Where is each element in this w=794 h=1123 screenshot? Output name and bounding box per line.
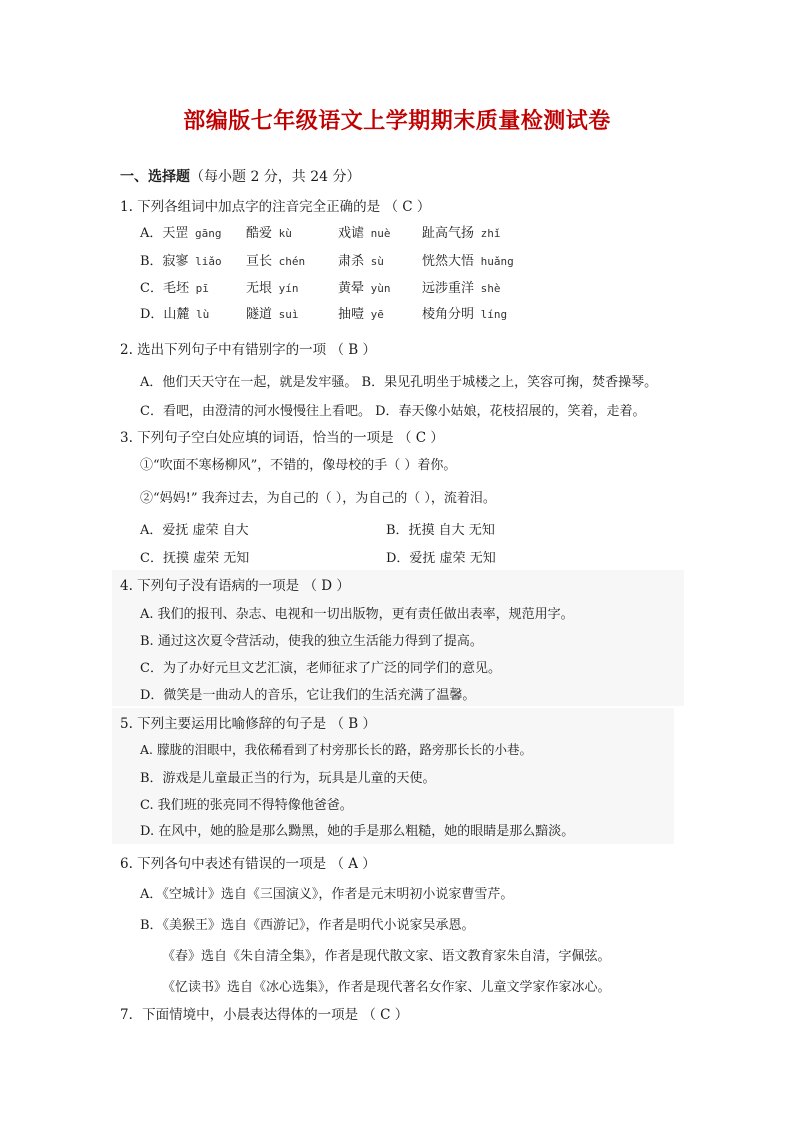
question-6-option-line: B．《美猴王》选自《西游记》，作者是明代小说家吴承恩。	[140, 918, 475, 933]
option-pinyin: yē	[364, 308, 384, 321]
question-6-option-line: 《春》选自《朱自清全集》，作者是现代散文家、语文教育家朱自清，字佩弦。	[162, 949, 611, 964]
option-word: 恍然大悟	[422, 254, 475, 269]
option-word: 隧道	[246, 307, 273, 322]
option-pinyin: huǎng	[474, 255, 514, 268]
question-5-option-line: A. 朦胧的泪眼中，我依稀看到了村旁那长长的路，路旁那长长的小巷。	[140, 742, 532, 757]
question-1-option-item	[422, 277, 501, 296]
question-3-sentence-1: ①“吹面不寒杨柳风”，不错的，像母校的手（ ）着你。	[140, 458, 457, 473]
option-word: C．毛坯	[140, 281, 189, 296]
option-word: 远涉重洋	[422, 281, 475, 296]
option-pinyin: lù	[189, 308, 210, 321]
question-1-stem: 1. 下列各组词中加点字的注音完全正确的是 （ C ）	[120, 199, 431, 215]
option-pinyin: pī	[188, 282, 209, 295]
question-4-stem: 4. 下列句子没有语病的一项是 （ D ）	[120, 578, 350, 594]
option-pinyin: gāng	[188, 227, 222, 240]
question-1-option-item	[246, 277, 299, 296]
option-pinyin: yùn	[364, 282, 391, 295]
option-word: 无垠	[246, 281, 273, 296]
question-1-option-item	[338, 250, 384, 269]
option-word: 亘长	[246, 254, 273, 269]
question-4-option-line: A. 我们的报刊、杂志、电视和一切出版物，更有责任做出表率，规范用字。	[140, 607, 574, 622]
option-pinyin: shè	[474, 282, 501, 295]
question-1-option-item	[422, 303, 507, 322]
question-1-option-item	[246, 303, 299, 322]
option-word: 肃杀	[338, 254, 365, 269]
question-1-option-item	[422, 222, 501, 241]
question-4-option-line: D．微笑是一曲动人的音乐，它让我们的生活充满了温馨。	[140, 688, 476, 703]
question-1-option-item	[246, 250, 305, 269]
option-pinyin: sù	[364, 255, 384, 268]
option-word: 趾高气扬	[422, 226, 475, 241]
section-label: 一、选择题	[120, 169, 190, 185]
question-2-stem: 2. 选出下列句子中有错别字的一项 （ B ）	[120, 342, 376, 358]
question-3-stem: 3. 下列句子空白处应填的词语，恰当的一项是 （ C ）	[120, 430, 444, 446]
question-6-stem: 6. 下列各句中表述有错误的一项是 （ A ）	[120, 856, 376, 872]
question-1-option-item	[140, 277, 209, 296]
option-pinyin: chén	[272, 255, 306, 268]
question-3-sentence-2: ②“妈妈!” 我奔过去，为自己的（ ），为自己的（ ），流着泪。	[140, 491, 496, 506]
question-1-option-item	[422, 250, 514, 269]
question-1-option-item	[140, 222, 222, 241]
option-pinyin: liǎo	[188, 255, 222, 268]
option-pinyin: yín	[272, 282, 299, 295]
section-heading	[120, 166, 361, 186]
question-6-option-line: A．《空城计》选自《三国演义》，作者是元末明初小说家曹雪芹。	[140, 887, 514, 902]
option-word: 抽噎	[338, 307, 365, 322]
question-6-option-line: 《忆读书》选自《冰心选集》，作者是现代著名女作家、儿童文学家作家冰心。	[162, 980, 611, 995]
question-3-option-c: C．抚摸 虚荣 无知	[140, 551, 250, 566]
question-3-option-b: B．抚摸 自大 无知	[386, 523, 495, 538]
option-word: 酷爱	[246, 226, 273, 241]
option-pinyin: líng	[474, 308, 508, 321]
question-1-option-item	[338, 303, 384, 322]
question-5-option-line: B．游戏是儿童最正当的行为，玩具是儿童的天使。	[140, 771, 436, 786]
question-7-stem: 7．下面情境中，小晨表达得体的一项是 （ C ）	[120, 1007, 409, 1023]
question-4-option-line: B. 通过这次夏令营活动，使我的独立生活能力得到了提高。	[140, 634, 483, 649]
question-3-option-d: D．爱抚 虚荣 无知	[386, 551, 496, 566]
question-2-option-line: C．看吧，由澄清的河水慢慢往上看吧。 D．春天像小姑娘，花枝招展的，笑着，走着。	[140, 404, 646, 419]
question-1-option-item	[140, 250, 222, 269]
question-1-option-item	[338, 277, 391, 296]
question-2-option-line: A．他们天天守在一起，就是发牢骚。 B．果见孔明坐于城楼之上，笑容可掬，焚香操琴。	[140, 375, 658, 390]
question-5-option-line: C. 我们班的张亮同不得特像他爸爸。	[140, 798, 353, 813]
question-1-option-item	[338, 222, 391, 241]
option-word: 棱角分明	[422, 307, 475, 322]
option-pinyin: zhǐ	[474, 227, 501, 240]
option-pinyin: suì	[272, 308, 299, 321]
question-3-option-a: A．爱抚 虚荣 自大	[140, 523, 249, 538]
question-1-option-item	[140, 303, 209, 322]
option-pinyin: nuè	[364, 227, 391, 240]
option-word: 戏谑	[338, 226, 365, 241]
question-4-option-line: C．为了办好元旦文艺汇演，老师征求了广泛的同学们的意见。	[140, 661, 501, 676]
option-word: D．山麓	[140, 307, 190, 322]
option-word: A．天罡	[140, 226, 189, 241]
option-word: 黄晕	[338, 281, 365, 296]
page-title: 部编版七年级语文上学期期末质量检测试卷	[183, 109, 611, 134]
question-1-option-item	[246, 222, 292, 241]
question-5-option-line: D. 在风中，她的脸是那么黝黑，她的手是那么粗糙，她的眼睛是那么黯淡。	[140, 824, 575, 839]
option-word: B．寂寥	[140, 254, 189, 269]
section-note: （每小题 2 分，共 24 分）	[190, 169, 361, 185]
option-pinyin: kù	[272, 227, 292, 240]
question-5-stem: 5. 下列主要运用比喻修辞的句子是 （ B ）	[120, 716, 376, 732]
